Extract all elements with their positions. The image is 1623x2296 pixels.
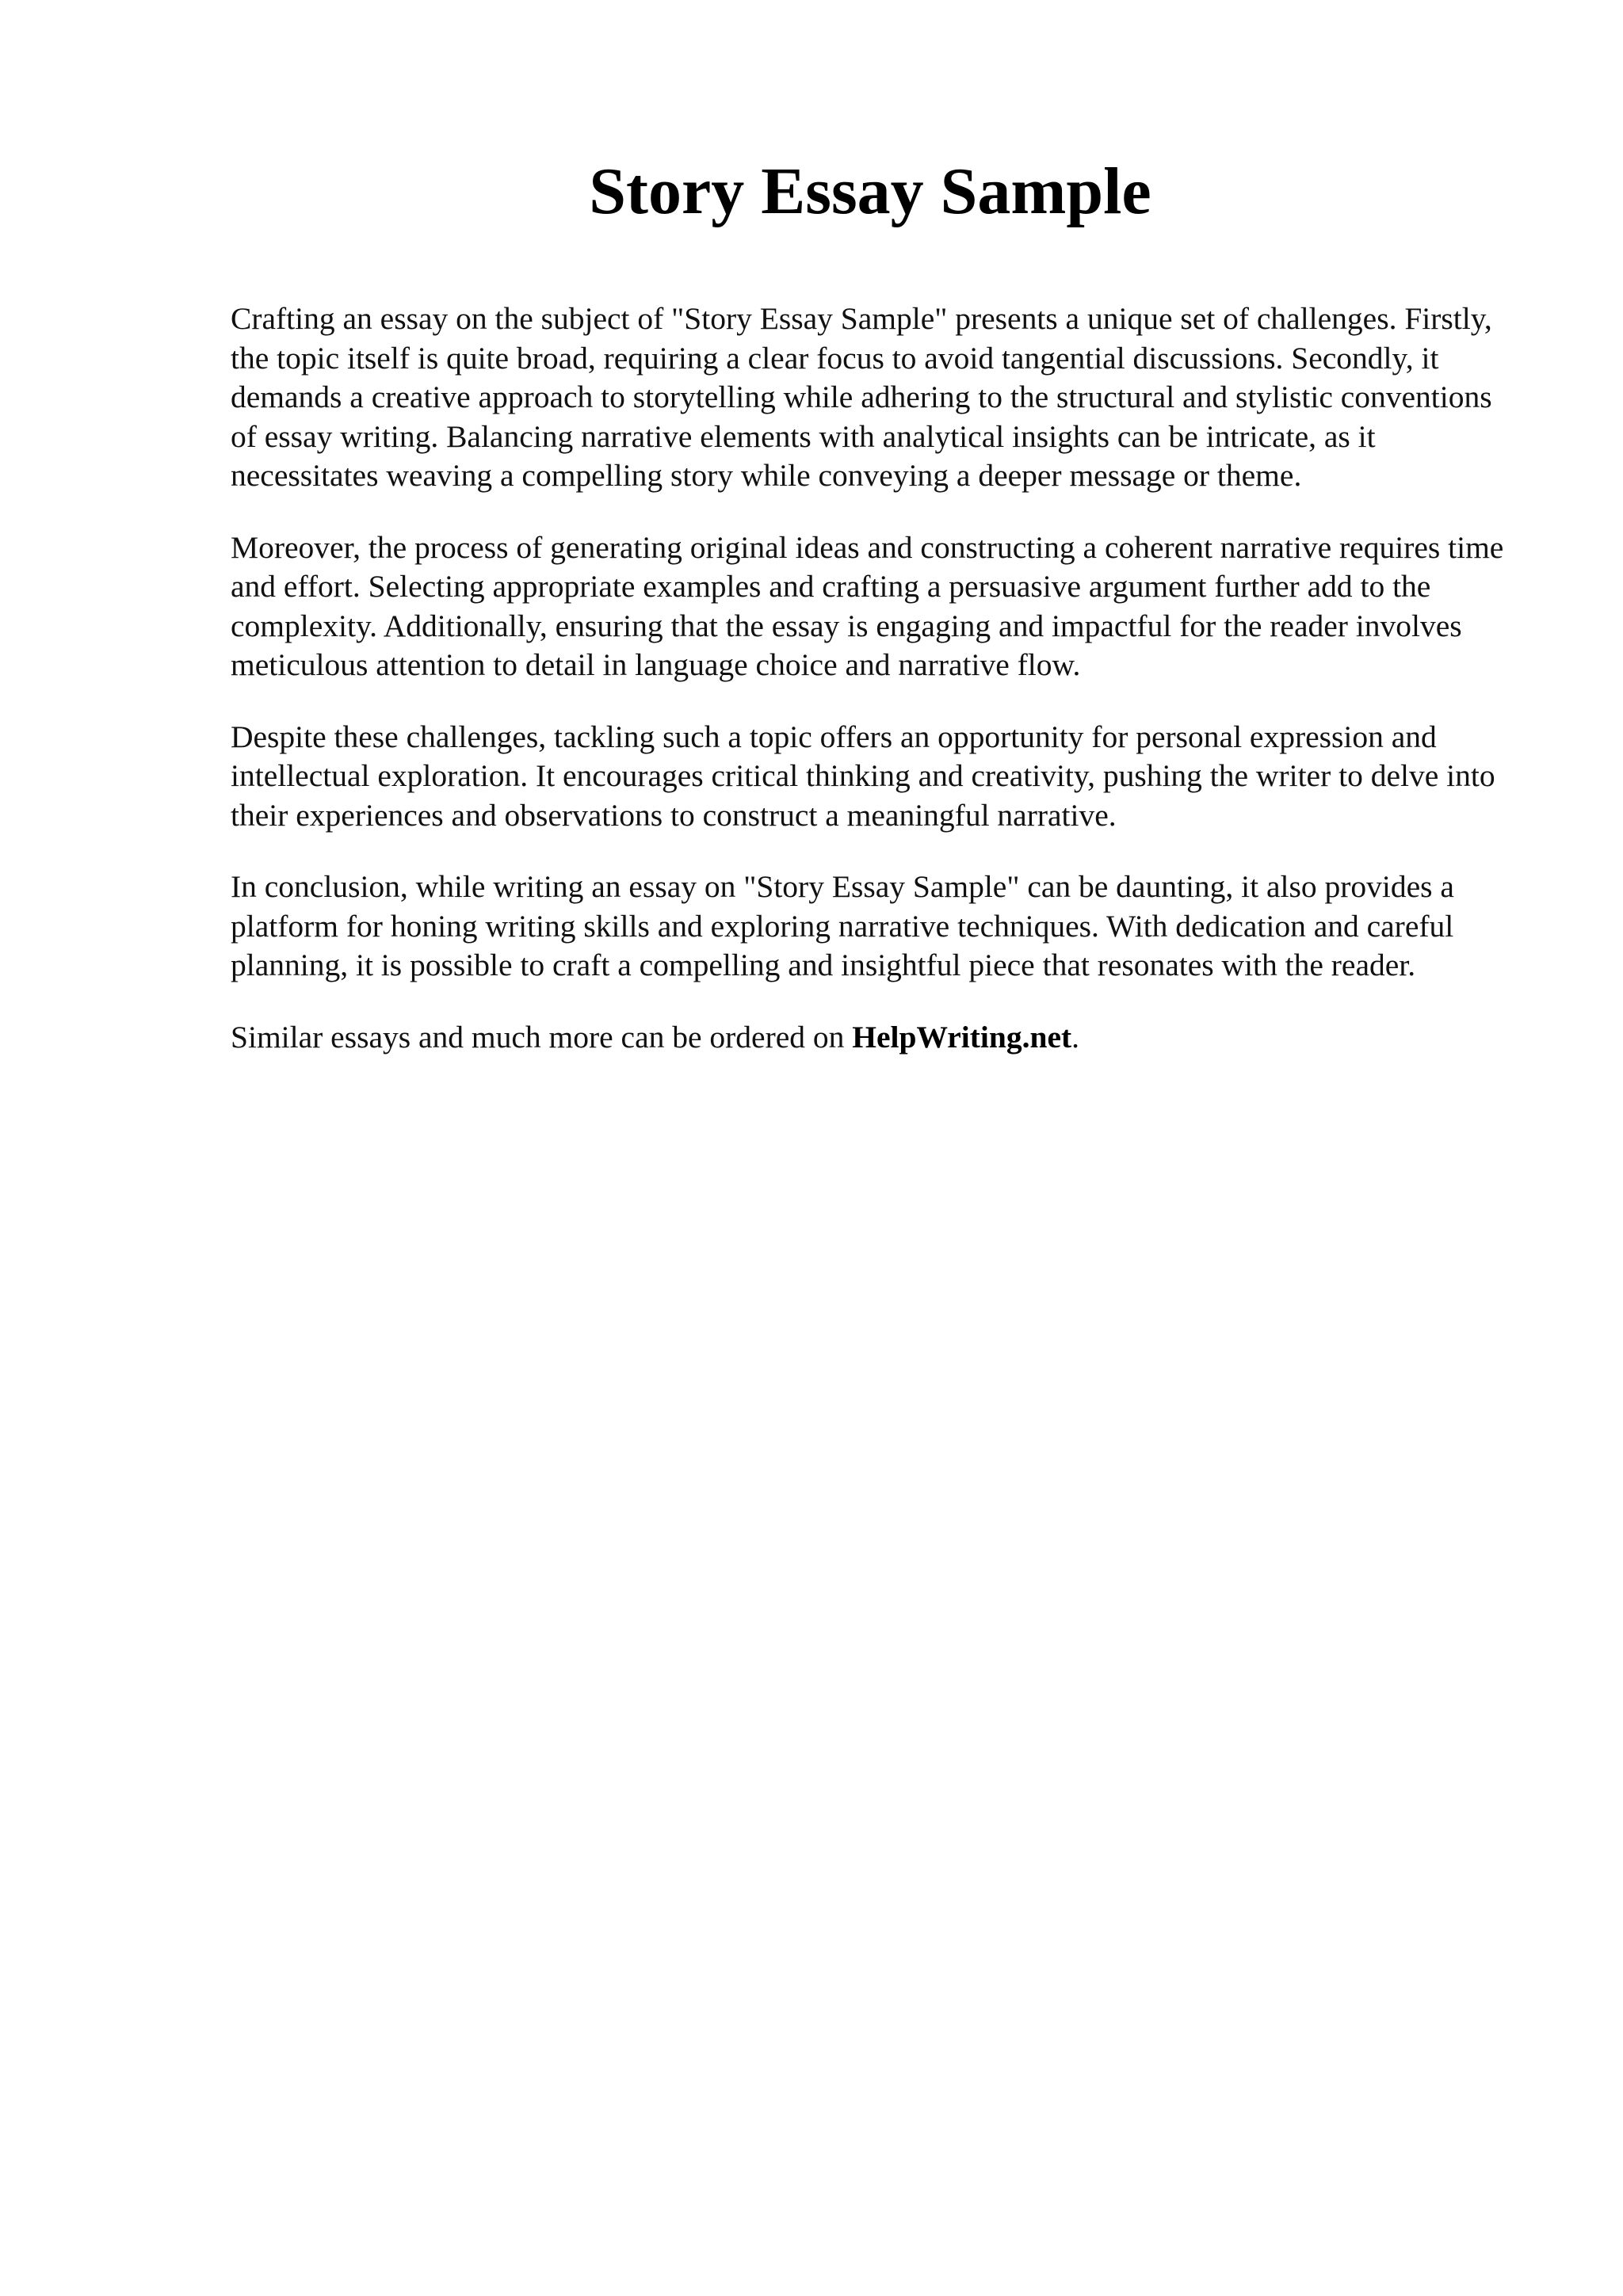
closing-text: Similar essays and much more can be ordered on [231,1019,845,1055]
closing-line [231,1018,1514,1058]
paragraph-4: In conclusion, while writing an essay on "Story Essay Sample" can be daunting, it also provides a platform for honing writing skills and exploring narrative techniques. With dedication and careful planning, it is possible to craft a compelling and insightful piece that resonates with the reader. [231,869,1454,982]
paragraph-1: Crafting an essay on the subject of "Story Essay Sample" presents a unique set of challenges. Firstly, the topic itself is quite broad, requiring a clear focus to avoid tangential discussions. Secondly, it demands a creative approach to storytelling while adhering to the structural and stylistic conventions of essay writing. Balancing narrative elements with analytical insights can be intricate, as it necessitates weaving a compelling story while conveying a deeper message or theme. [231,301,1492,493]
closing-period: . [1071,1019,1080,1055]
page-title: Story Essay Sample [589,154,1151,228]
paragraph-3: Despite these challenges, tackling such a topic offers an opportunity for personal expression and intellectual exploration. It encourages critical thinking and creativity, pushing the writer to delve into their experiences and observations to construct a meaningful narrative. [231,719,1495,833]
brand-link[interactable]: HelpWriting.net [852,1019,1072,1055]
paragraph-2: Moreover, the process of generating original ideas and constructing a coherent narrative requires time and effort. Selecting appropriate examples and crafting a persuasive argument further add to the complexity. Additionally, ensuring that the essay is engaging and impactful for the reader involves meticulous attention to detail in language choice and narrative flow. [231,529,1504,682]
essay-body [231,299,1514,1089]
